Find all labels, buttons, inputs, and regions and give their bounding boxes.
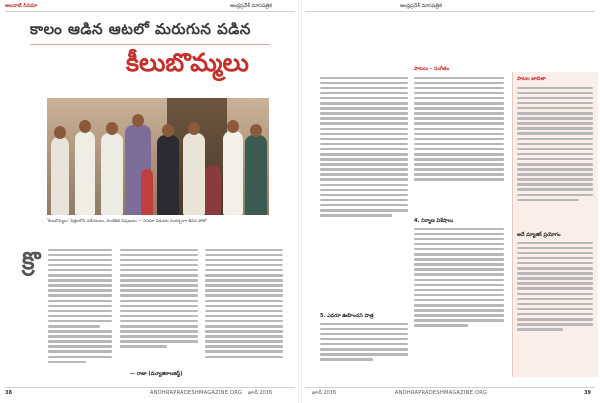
body-column-3 [205, 246, 283, 361]
website-right: ANDHRAPRADESHMAGAZINE.ORG [395, 390, 488, 396]
headline-line-1: కాలం ఆడిన ఆటలో మరుగున పడిన [30, 20, 251, 38]
issue-date-left: జూన్ 2016 [248, 390, 273, 396]
sidebar-column-2 [517, 239, 593, 333]
running-head-left: ఆంధ్రప్రదేశ్ మాసపత్రిక [230, 3, 272, 9]
headline-rule [30, 44, 270, 45]
group-photo [47, 98, 269, 215]
right-body-column-2b [414, 225, 504, 329]
issue-date-right: జూన్ 2016 [312, 390, 337, 396]
sidebar-title: పాటల జాబితా [517, 76, 546, 82]
headline-line-2: కీలుబొమ్మలు [126, 48, 249, 77]
website-left: ANDHRAPRADESHMAGAZINE.ORG [150, 390, 243, 396]
subhead-production: 4. నిర్మాణ విశేషాలు [414, 218, 454, 224]
right-body-column-1b [320, 320, 408, 363]
right-body-column-2 [414, 74, 504, 184]
spine-gutter [298, 0, 302, 403]
subhead-unexpected-role: 5. ఎవరూ ఊహించని పాత్ర [320, 313, 374, 319]
author-byline: — రాజా (మ్యూజికాలజిస్ట్) [130, 371, 183, 377]
body-column-1 [48, 246, 112, 366]
body-column-2 [120, 246, 198, 350]
header-rule-left [5, 11, 295, 12]
sidebar-subhead: అదే మ్యాజిక్ ప్రయోగం [517, 232, 561, 238]
running-head-right: ఆంధ్రప్రదేశ్ మాసపత్రిక [400, 3, 442, 9]
sidebar-column [517, 84, 593, 204]
right-body-column-1 [320, 74, 408, 219]
subhead-songs: పాటలు - సంగీతం [414, 66, 450, 72]
drop-cap: క్రొ [22, 246, 41, 275]
photo-caption: 'కీలుబొమ్మలు' చిత్రంలోని నటీనటులు, సాంకేతిక నిపుణులు — సినిమా విడుదల సందర్భంగా తీసిన ఫోటో [47, 218, 207, 223]
page-number-right: 39 [584, 390, 591, 396]
page-number-left: 38 [5, 390, 12, 396]
section-label: అలనాటి సినిమా [5, 3, 38, 9]
